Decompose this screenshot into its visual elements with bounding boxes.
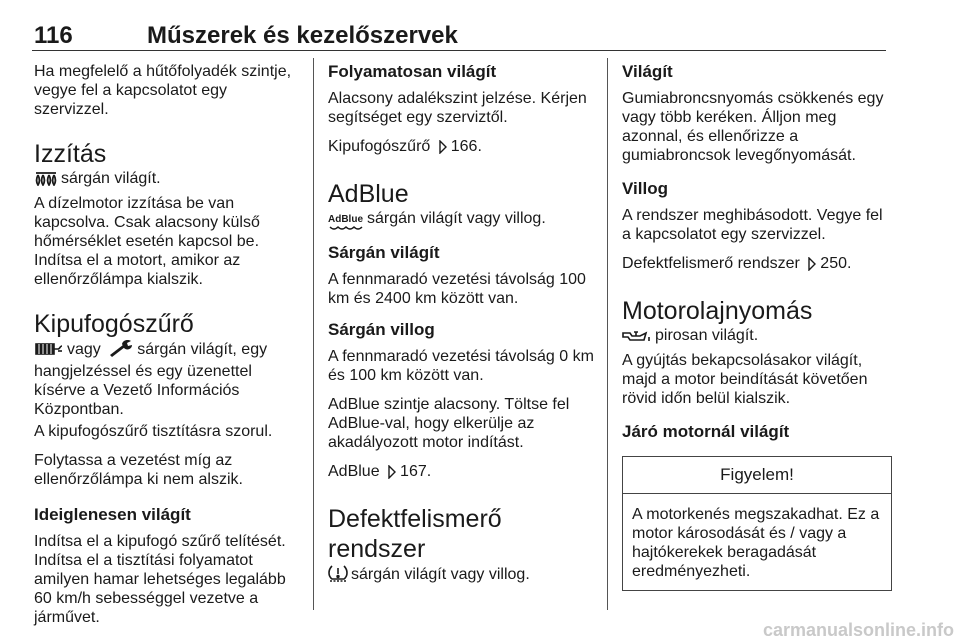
wrench-icon — [108, 339, 134, 362]
oil-running-heading: Járó motornál világít — [622, 422, 790, 441]
watermark: carmanualsonline.info — [762, 620, 954, 640]
tpms-heading: Defektfelismerő rendszer — [328, 505, 502, 563]
continuous-ref-text: Kipufogószűrő — [328, 138, 431, 155]
page-ref-arrow-icon — [807, 257, 817, 276]
adblue-ref-text: AdBlue — [328, 463, 380, 480]
dpf-text-2: Folytassa a vezetést míg az ellenőrzőlámpa ki nem alszik. — [34, 452, 243, 488]
adblue-status-line — [328, 209, 600, 231]
dpf-text-1: A kipufogószűrő tisztításra szorul. — [34, 423, 273, 440]
column-1 — [34, 62, 302, 637]
adblue-yellow-heading: Sárgán világít — [328, 243, 440, 262]
adblue-reference — [328, 462, 600, 484]
continuous-text: Alacsony adalékszint jelzése. Kérjen segítséget egy szerviztől. — [328, 90, 587, 126]
oil-status-line — [622, 326, 892, 348]
tpms-ref-page: 250. — [820, 255, 852, 272]
page-header — [32, 12, 886, 51]
glow-status: sárgán világít. — [61, 170, 161, 187]
oil-text: A gyújtás bekapcsolásakor világít, majd a motor beindítását követően rövid időn belül kialszik. — [622, 352, 868, 407]
page-ref-arrow-icon — [387, 465, 397, 484]
tpms-lit-text: Gumiabroncsnyomás csökkenés egy vagy több keréken. Álljon meg azonnal, és ellenőrizze a gumiabroncsok levegőnyomását. — [622, 90, 884, 164]
warning-text: A motorkenés megszakadhat. Ez a motor károsodását és / vagy a hajtókerekek beragadását eredményezheti. — [632, 506, 880, 580]
continuous-ref-page: 166. — [450, 138, 482, 155]
dpf-or: vagy — [67, 341, 101, 358]
page-number: 116 — [34, 22, 73, 49]
dpf-status-line — [34, 339, 302, 419]
column-divider-1 — [313, 58, 314, 610]
page-title: Műszerek és kezelőszervek — [147, 22, 458, 49]
adblue-low-text: AdBlue szintje alacsony. Töltse fel AdBlue-val, hogy elkerülje az akadályozott motor indítást. — [328, 396, 570, 451]
tpms-blink-heading: Villog — [622, 179, 668, 198]
column-2 — [328, 62, 600, 597]
coolant-intro-text: Ha megfelelő a hűtőfolyadék szintje, vegye fel a kapcsolatot egy szervizzel. — [34, 63, 292, 118]
tpms-blink-text: A rendszer meghibásodott. Vegye fel a kapcsolatot egy szervizzel. — [622, 207, 883, 243]
warning-box — [622, 456, 892, 591]
tpms-lit-heading: Világít — [622, 62, 673, 81]
continuous-reference — [328, 137, 600, 159]
tpms-status: sárgán világít vagy villog. — [351, 566, 530, 583]
page-ref-arrow-icon — [438, 140, 448, 159]
tpms-reference — [622, 254, 892, 276]
exhaust-filter-icon — [34, 341, 64, 362]
glow-plug-icon — [34, 170, 58, 191]
adblue-ref-page: 167. — [400, 463, 432, 480]
dpf-status-rest: sárgán világít, egy hangjelzéssel és egy üzenettel kísérve a Vezető Információs Központban. — [34, 341, 268, 418]
oil-status: pirosan világít. — [655, 327, 759, 344]
tire-pressure-icon — [328, 564, 348, 587]
dpf-temporary-heading: Ideiglenesen világít — [34, 505, 191, 524]
glow-status-line — [34, 169, 302, 191]
oil-can-icon — [622, 329, 652, 348]
adblue-blink-heading: Sárgán villog — [328, 320, 435, 339]
adblue-status: sárgán világít vagy villog. — [367, 210, 546, 227]
adblue-yellow-text: A fennmaradó vezetési távolság 100 km és 2400 km között van. — [328, 271, 586, 307]
adblue-icon — [328, 215, 363, 231]
tpms-ref-text: Defektfelismerő rendszer — [622, 255, 800, 272]
warning-title: Figyelem! — [623, 457, 891, 494]
oil-heading: Motorolajnyomás — [622, 297, 813, 325]
column-3 — [622, 62, 892, 591]
glow-heading: Izzítás — [34, 140, 107, 168]
adblue-blink-text: A fennmaradó vezetési távolság 0 km és 100 km között van. — [328, 348, 594, 384]
adblue-heading: AdBlue — [328, 180, 409, 208]
continuous-heading: Folyamatosan világít — [328, 62, 497, 81]
dpf-heading: Kipufogószűrő — [34, 310, 194, 338]
column-divider-2 — [607, 58, 608, 610]
dpf-text-3: Indítsa el a kipufogó szűrő telítését. Indítsa el a tisztítási folyamatot amilyen hamar lehetséges legalább 60 km/h sebességgel vezetve a járművet. — [34, 533, 286, 626]
glow-text: A dízelmotor izzítása be van kapcsolva. Csak alacsony külső hőmérséklet esetén kapcsol be. Indítsa el a motort, amikor az ellenőrzőlámpa kialszik. — [34, 195, 260, 288]
adblue-icon-label: AdBlue — [328, 214, 363, 225]
tpms-status-line — [328, 564, 600, 587]
